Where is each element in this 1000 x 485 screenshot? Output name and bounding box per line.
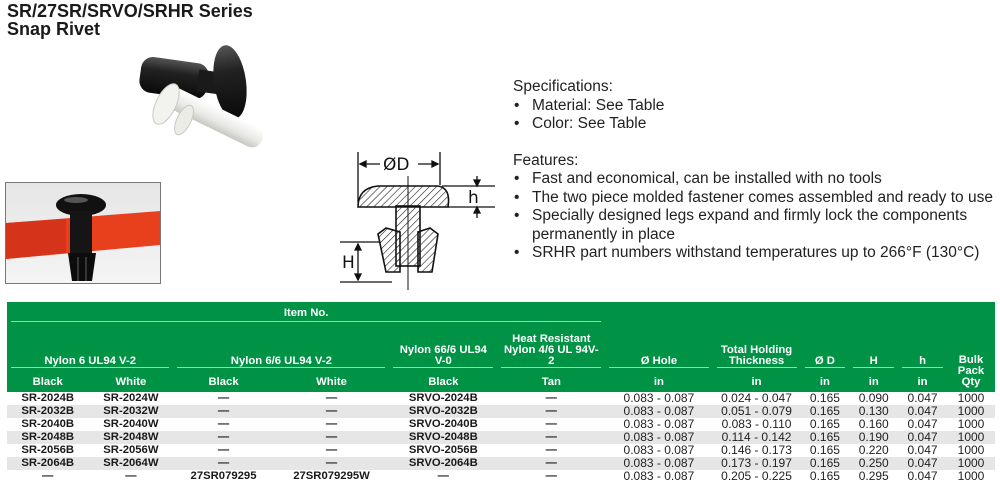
svg-text:h: h [468, 188, 479, 208]
spec-item: • Material: See Table [513, 97, 1000, 116]
dimension-cell: 0.165 [809, 443, 840, 457]
dimension-cell: 0.165 [809, 417, 840, 431]
part-number-cell: — [274, 405, 390, 418]
features-heading: Features: [513, 151, 579, 169]
part-number-cell: SR-2064B [7, 457, 88, 470]
feature-item: • The two piece molded fastener comes assembled and ready to use [513, 189, 1000, 208]
dimension-cell: 0.083 - 0.087 [605, 431, 712, 444]
dimension-cell: 0.047 [898, 391, 947, 406]
features-list [513, 170, 1000, 263]
table-row [7, 405, 995, 418]
specifications-heading: Specifications: [513, 78, 613, 95]
part-number-cell: — [217, 444, 230, 456]
application-photo [5, 182, 161, 284]
dimension-cell: 1000 [947, 431, 995, 444]
part-number-cell: SR-2048W [88, 431, 173, 444]
dimension-cell: 0.083 - 0.087 [605, 405, 712, 418]
unit-header: in [849, 368, 898, 391]
table-row [7, 431, 995, 444]
material-header: Nylon 6 UL94 V-2 [7, 322, 173, 368]
unit-header: in [605, 368, 712, 391]
unit-header: in [801, 368, 850, 391]
part-number-cell: SRVO-2056B [408, 444, 478, 456]
item-no-header: Item No. [7, 302, 605, 322]
color-header: White [274, 368, 390, 391]
dimension-header: Bulk Pack Qty [947, 322, 995, 391]
dimension-header: H [849, 322, 898, 368]
dimension-cell: 0.083 - 0.087 [623, 417, 695, 431]
product-table [7, 302, 995, 483]
dimension-cell: 0.047 [898, 431, 947, 444]
dimension-header: Ø Hole [605, 322, 712, 368]
dimension-cell: 0.165 [801, 431, 850, 444]
cross-section-diagram [320, 140, 500, 290]
part-number-cell: — [274, 391, 390, 406]
color-header: White [88, 368, 173, 391]
material-header: Heat Resistant Nylon 4/6 UL 94V-2 [497, 322, 605, 368]
dimension-cell: 0.047 [907, 469, 938, 483]
part-number-cell: — [274, 457, 390, 470]
part-number-cell: — [497, 431, 605, 444]
part-number-cell: — [325, 418, 338, 430]
part-number-cell: — [437, 470, 449, 482]
product-photo [130, 42, 280, 182]
feature-item: • Specially designed legs expand and firmly lock the components permanently in place [513, 207, 1000, 244]
material-header: Nylon 6/6 UL94 V-2 [173, 322, 389, 368]
dimension-cell: 1000 [947, 405, 995, 418]
table-row [7, 457, 995, 470]
part-number-cell: 27SR079295 [190, 470, 257, 482]
part-number-cell: SR-2056W [103, 444, 159, 456]
part-number-cell: — [173, 457, 273, 470]
dimension-cell: 1000 [947, 457, 995, 470]
dimension-cell: 0.047 [898, 405, 947, 418]
dimension-cell: 0.090 [849, 391, 898, 406]
page-title [7, 2, 253, 38]
dimension-cell: 0.083 - 0.110 [721, 417, 792, 431]
dimension-cell: 0.165 [809, 469, 840, 483]
color-header: Black [389, 368, 497, 391]
part-number-cell: — [545, 418, 557, 430]
dimension-header: Ø D [801, 322, 850, 368]
part-number-cell: 27SR079295W [293, 470, 370, 482]
part-number-cell: — [217, 418, 230, 430]
part-number-cell: SRVO-2048B [389, 431, 497, 444]
dimension-cell: 0.295 [858, 469, 889, 483]
dimension-cell: 0.146 - 0.173 [721, 443, 792, 457]
dimension-cell: 0.165 [801, 405, 850, 418]
part-number-cell: SR-2048B [7, 431, 88, 444]
dimension-cell: 0.047 [907, 417, 938, 431]
part-number-cell: SR-2056B [21, 444, 75, 456]
dimension-cell: 0.165 [801, 391, 850, 406]
part-number-cell: — [545, 470, 557, 482]
dimension-cell: 0.051 - 0.079 [713, 405, 801, 418]
table-row [7, 418, 995, 431]
dimension-cell: 1000 [957, 443, 985, 457]
dimension-cell: 0.160 [858, 417, 889, 431]
part-number-cell: — [173, 391, 273, 406]
spec-panel [513, 78, 1000, 263]
part-number-cell: — [497, 391, 605, 406]
part-number-cell: — [173, 405, 273, 418]
part-number-cell: SRVO-2064B [389, 457, 497, 470]
dimension-cell: 1000 [957, 469, 985, 483]
spec-item: • Color: See Table [513, 115, 1000, 134]
color-header: Black [7, 368, 88, 391]
part-number-cell: — [497, 405, 605, 418]
part-number-cell: — [497, 457, 605, 470]
dimension-cell: 0.083 - 0.087 [623, 443, 695, 457]
part-number-cell: SRVO-2024B [389, 391, 497, 406]
dimension-cell: 0.205 - 0.225 [721, 469, 792, 483]
table-row [7, 470, 995, 483]
dimension-cell: 0.220 [858, 443, 889, 457]
dimension-cell: 0.114 - 0.142 [713, 431, 801, 444]
dimension-cell: 0.083 - 0.087 [605, 391, 712, 406]
part-number-cell: SR-2064W [88, 457, 173, 470]
part-number-cell: — [173, 431, 273, 444]
part-number-cell: SR-2024B [7, 391, 88, 406]
svg-text:H: H [342, 253, 355, 273]
feature-item: • SRHR part numbers withstand temperatures up to 266°F (130°C) [513, 244, 1000, 263]
color-header: Black [173, 368, 273, 391]
dimension-cell: 0.250 [849, 457, 898, 470]
dimension-cell: 0.165 [801, 457, 850, 470]
part-number-cell: SR-2024W [88, 391, 173, 406]
dimension-header: h [898, 322, 947, 368]
dimension-cell: 0.083 - 0.087 [605, 457, 712, 470]
part-number-cell: — [545, 444, 557, 456]
dimension-cell: 0.130 [849, 405, 898, 418]
dimension-cell: 0.047 [907, 443, 938, 457]
dimension-cell: 0.047 [898, 457, 947, 470]
part-number-cell: — [325, 444, 338, 456]
unit-header: in [713, 368, 801, 391]
part-number-cell: — [42, 470, 54, 482]
title-series: SR/27SR/SRVO/SRHR Series [7, 1, 253, 21]
dimension-cell: 1000 [947, 391, 995, 406]
part-number-cell: SRVO-2032B [389, 405, 497, 418]
dimension-header: Total Holding Thickness [713, 322, 801, 368]
color-header: Tan [497, 368, 605, 391]
title-product: Snap Rivet [7, 19, 101, 39]
table-row [7, 391, 995, 406]
dimension-cell: 0.083 - 0.087 [623, 469, 695, 483]
material-header: Nylon 66/6 UL94 V-0 [389, 322, 497, 368]
part-number-cell: — [274, 431, 390, 444]
specifications-list [513, 97, 1000, 134]
dimension-cell: 1000 [957, 417, 985, 431]
part-number-cell: SR-2032B [7, 405, 88, 418]
feature-item: • Fast and economical, can be installed with no tools [513, 170, 1000, 189]
part-number-cell: — [125, 470, 137, 482]
part-number-cell: SR-2032W [88, 405, 173, 418]
part-number-cell: SRVO-2040B [408, 418, 478, 430]
dimension-cell: 0.024 - 0.047 [713, 391, 801, 406]
svg-text:ØD: ØD [383, 155, 410, 175]
part-number-cell: SR-2040B [21, 418, 75, 430]
dimension-cell: 0.190 [849, 431, 898, 444]
table-row [7, 444, 995, 457]
dimension-cell: 0.173 - 0.197 [713, 457, 801, 470]
unit-header: in [898, 368, 947, 391]
part-number-cell: SR-2040W [103, 418, 159, 430]
